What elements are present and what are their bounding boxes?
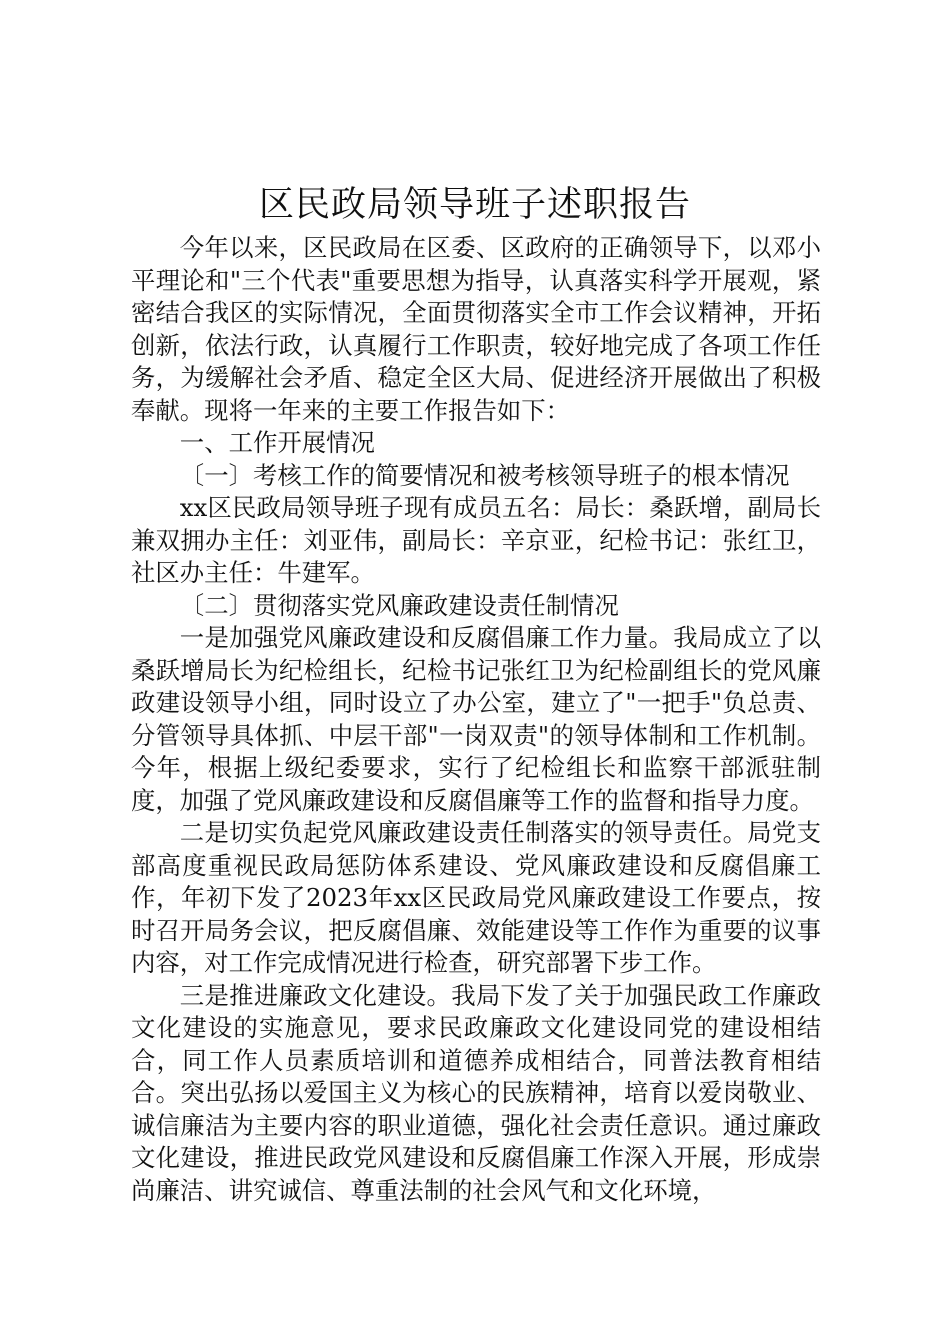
paragraph-intro: 今年以来，区民政局在区委、区政府的正确领导下，以邓小平理论和"三个代表"重要思想为指导，认真落实科学开展观，紧密结合我区的实际情况，全面贯彻落实全市工作会议精神，开拓创新，依法行政，认真履行工作职责，较好地完成了各项工作任务，为缓解社会矛盾、稳定全区大局、促进经济开展做出了积极奉献。现将一年来的主要工作报告如下： [131,233,821,425]
subsection-heading-2: 〔二〕贯彻落实党风廉政建设责任制情况 [179,590,619,620]
section-heading-work-status: 一、工作开展情况 [179,428,375,457]
document-title: 区民政局领导班子述职报告 [258,185,691,225]
paragraph-point-2: 二是切实负起党风廉政建设责任制落实的领导责任。局党支部高度重视民政局惩防体系建设、党风廉政建设和反腐倡廉工作，年初下发了2023年xx区民政局党风廉政建设工作要点，按时召开局务会议，把反腐倡廉、效能建设等工作作为重要的议事内容，对工作完成情况进行检查，研究部署下步工作。 [131,818,821,977]
paragraph-point-3: 三是推进廉政文化建设。我局下发了关于加强民政工作廉政文化建设的实施意见，要求民政廉政文化建设同党的建设相结合，同工作人员素质培训和道德养成相结合，同普法教育相结合。突出弘扬以爱国主义为核心的民族精神，培育以爱岗敬业、诚信廉洁为主要内容的职业道德，强化社会责任意识。通过廉政文化建设，推进民政党风建设和反腐倡廉工作深入开展，形成崇尚廉洁、讲究诚信、尊重法制的社会风气和文化环境， [131,980,821,1205]
document-body [131,232,821,1207]
paragraph-point-1: 一是加强党风廉政建设和反腐倡廉工作力量。我局成立了以桑跃增局长为纪检组长，纪检书记张红卫为纪检副组长的党风廉政建设领导小组，同时设立了办公室，建立了"一把手"负总责、分管领导具体抓、中层干部"一岗双责"的领导体制和工作机制。今年，根据上级纪委要求，实行了纪检组长和监察干部派驻制度，加强了党风廉政建设和反腐倡廉等工作的监督和指导力度。 [131,623,821,815]
subsection-heading-1: 〔一〕考核工作的简要情况和被考核领导班子的根本情况 [179,460,790,490]
paragraph-members: xx区民政局领导班子现有成员五名：局长：桑跃增，副局长兼双拥办主任：刘亚伟，副局长：辛京亚，纪检书记：张红卫，社区办主任：牛建军。 [131,493,821,587]
